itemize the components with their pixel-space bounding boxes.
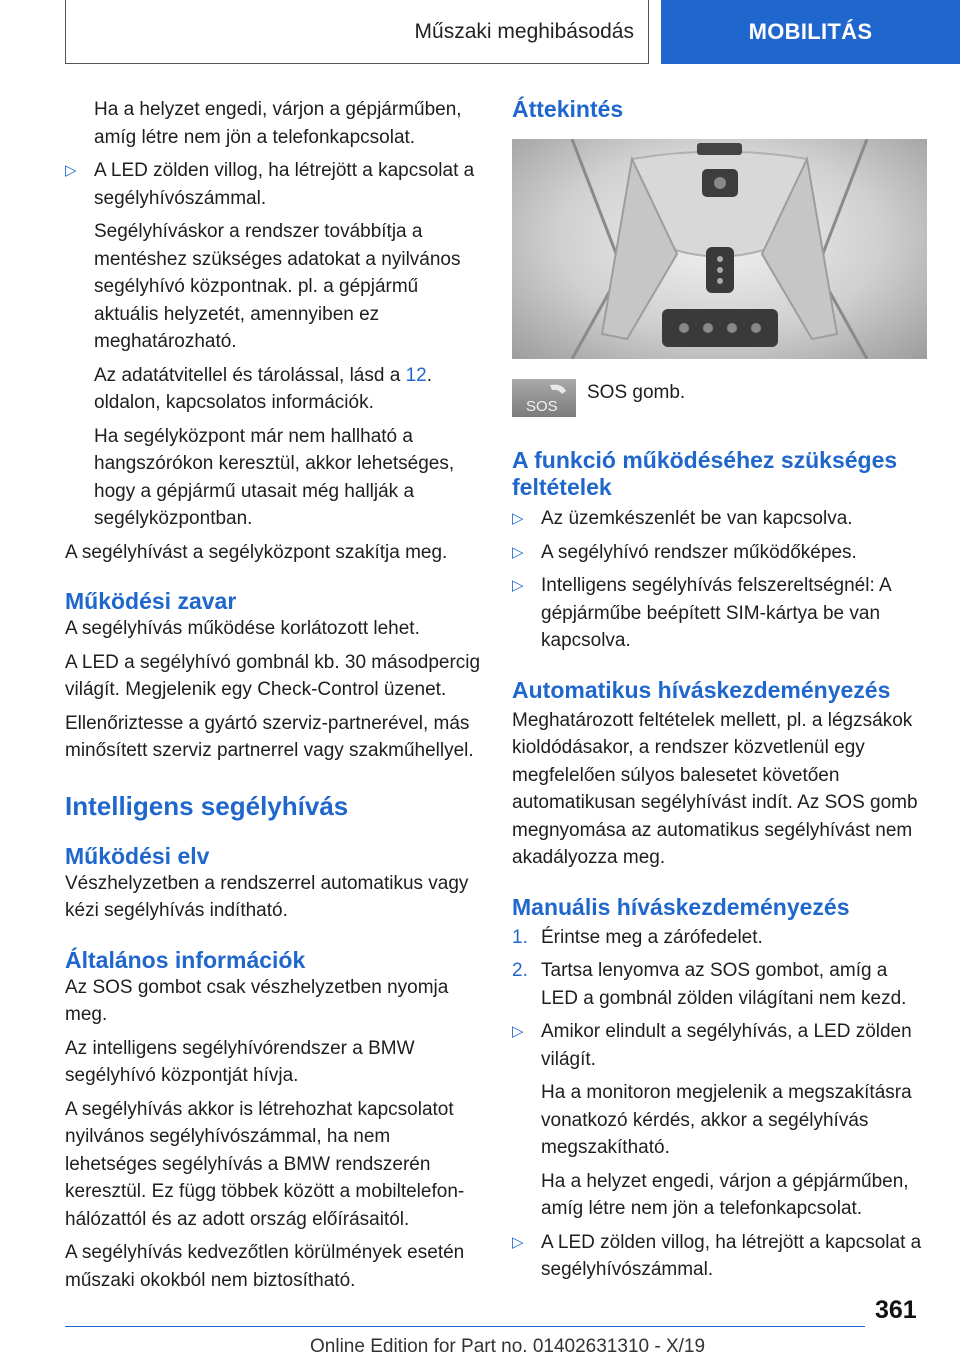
paragraph: A LED a segélyhívó gombnál kb. 30 másodpercig világít. Megjelenik egy Check-Control üzenet. [65, 651, 481, 700]
paragraph: Ha a helyzet engedi, várjon a gépjárműben, amíg létre nem jön a telefonkapcsolat. [94, 99, 462, 148]
page-number: 361 [875, 1296, 917, 1324]
paragraph: Az intelligens segélyhívórendszer a BMW segélyhívó központját hívja. [65, 1037, 415, 1086]
heading-principle: Működési elv [65, 842, 210, 869]
heading-requirements: A funkció működéséhez szükséges feltételek [512, 447, 898, 500]
heading-malfunction: Működési zavar [65, 588, 237, 614]
svg-text:SOS: SOS [526, 398, 558, 415]
paragraph: Ha a helyzet engedi, várjon a gépjárműben, amíg létre nem jön a telefonkapcsolat. [541, 1170, 909, 1219]
numbered-step [512, 924, 927, 952]
list-item [512, 572, 927, 655]
heading-general-info: Általános információk [65, 946, 306, 973]
list-item-text: Az üzemkészenlét be van kapcsolva. [541, 508, 853, 529]
list-item [512, 539, 927, 567]
paragraph: Vészhelyzetben a rendszerrel automatikus vagy kézi segélyhívás indítható. [65, 872, 469, 921]
paragraph: A segélyhívás működése korlátozott lehet. [65, 618, 420, 639]
right-column [512, 96, 927, 1290]
paragraph: A segélyhívást a segélyközpont szakítja meg. [65, 541, 448, 563]
list-item [65, 157, 485, 212]
triangle-bullet-icon: ▷ [512, 1023, 524, 1040]
list-item-text: A LED zölden villog, ha létrejött a kapcsolat a segélyhívószámmal. [541, 1231, 922, 1280]
sos-button-icon [512, 379, 576, 417]
list-item-text: Intelligens segélyhívás felszereltségnél: A gépjárműbe beépített SIM-kártya be van kapcsolva. [541, 575, 891, 651]
list-item [512, 1229, 927, 1284]
header-chapter-tab[interactable]: MOBILITÁS [661, 0, 960, 64]
paragraph: Ha segélyközpont már nem hallható a hangszórókon keresztül, akkor lehetséges, hogy a gépjármű utasait még hallják a segélyközpontban. [94, 425, 455, 529]
footer-edition: Online Edition for Part no. 01402631310 - X/19 [310, 1336, 706, 1357]
list-item-text: A LED zölden villog, ha létrejött a kapcsolat a segélyhívószámmal. [94, 160, 475, 209]
text: . oldalon, kapcsolatos információk. [94, 364, 432, 413]
phone-handset-icon [512, 379, 576, 417]
overhead-console-photo [512, 139, 927, 359]
list-item-text: Amikor elindult a segélyhívás, a LED zölden világít. [541, 1021, 912, 1070]
heading-manual-call: Manuális híváskezdeményezés [512, 893, 850, 920]
paragraph: Meghatározott feltételek mellett, pl. a légzsákok kioldódásakor, a rendszer közvetlenül egy megfelelően súlyos balesetet követően automatikusan segélyhívást indít. Az SOS gomb megnyomása az automatikus segélyhívást nem akadályozza meg. [512, 709, 918, 868]
triangle-bullet-icon: ▷ [512, 1233, 524, 1251]
sos-button-legend [512, 379, 927, 417]
left-column [65, 96, 485, 1300]
heading-automatic-call: Automatikus híváskezdeményezés [512, 676, 891, 703]
step-number: 2. [512, 960, 528, 981]
page-link[interactable]: 12 [405, 364, 427, 386]
paragraph: A segélyhívás kedvezőtlen körülmények esetén műszaki okokból nem biztosítható. [65, 1242, 465, 1291]
step-text: Érintse meg a zárófedelet. [541, 926, 763, 948]
step-text: Tartsa lenyomva az SOS gombot, amíg a LED a gombnál zölden világítani nem kezd. [541, 960, 907, 1009]
paragraph: A segélyhívás akkor is létrehozhat kapcsolatot nyilvános segélyhívószámmal, ha nem lehetséges segélyhívás a BMW rendszerén keresztül. Ez függ többek között a mobiltelefon-hálózattól és az adott ország előírásaitól. [65, 1098, 465, 1230]
paragraph: Segélyhíváskor a rendszer továbbítja a mentéshez szükséges adatokat a nyilvános segélyhívó központnak. pl. a gépjármű aktuális helyzetét, amennyiben ez meghatározható. [94, 221, 461, 352]
list-item-text: A segélyhívó rendszer működőképes. [541, 541, 857, 563]
triangle-bullet-icon: ▷ [512, 543, 524, 561]
heading-intelligent-emergency-call: Intelligens segélyhívás [65, 790, 349, 821]
paragraph-with-link [65, 362, 485, 417]
triangle-bullet-icon: ▷ [65, 162, 77, 179]
triangle-bullet-icon: ▷ [512, 510, 524, 527]
triangle-bullet-icon: ▷ [512, 577, 524, 594]
heading-overview: Áttekintés [512, 96, 624, 122]
paragraph: Az SOS gombot csak vészhelyzetben nyomja meg. [65, 976, 449, 1025]
footer-divider [65, 1326, 865, 1327]
header-section-title: Műszaki meghibásodás [65, 0, 649, 64]
overhead-console-illustration [512, 139, 927, 359]
text: Az adatátvitellel és tárolással, lásd a [94, 364, 406, 386]
list-item [512, 1018, 927, 1073]
sos-caption: SOS gomb. [587, 382, 686, 403]
step-number: 1. [512, 926, 528, 948]
list-item [512, 505, 927, 533]
numbered-step [512, 957, 927, 1012]
paragraph: Ha a monitoron megjelenik a megszakításra vonatkozó kérdés, akkor a segélyhívás megszakítható. [541, 1082, 912, 1158]
paragraph: Ellenőriztesse a gyártó szerviz-partnerével, más minősített szerviz partnerrel vagy szakműhellyel. [65, 712, 474, 761]
